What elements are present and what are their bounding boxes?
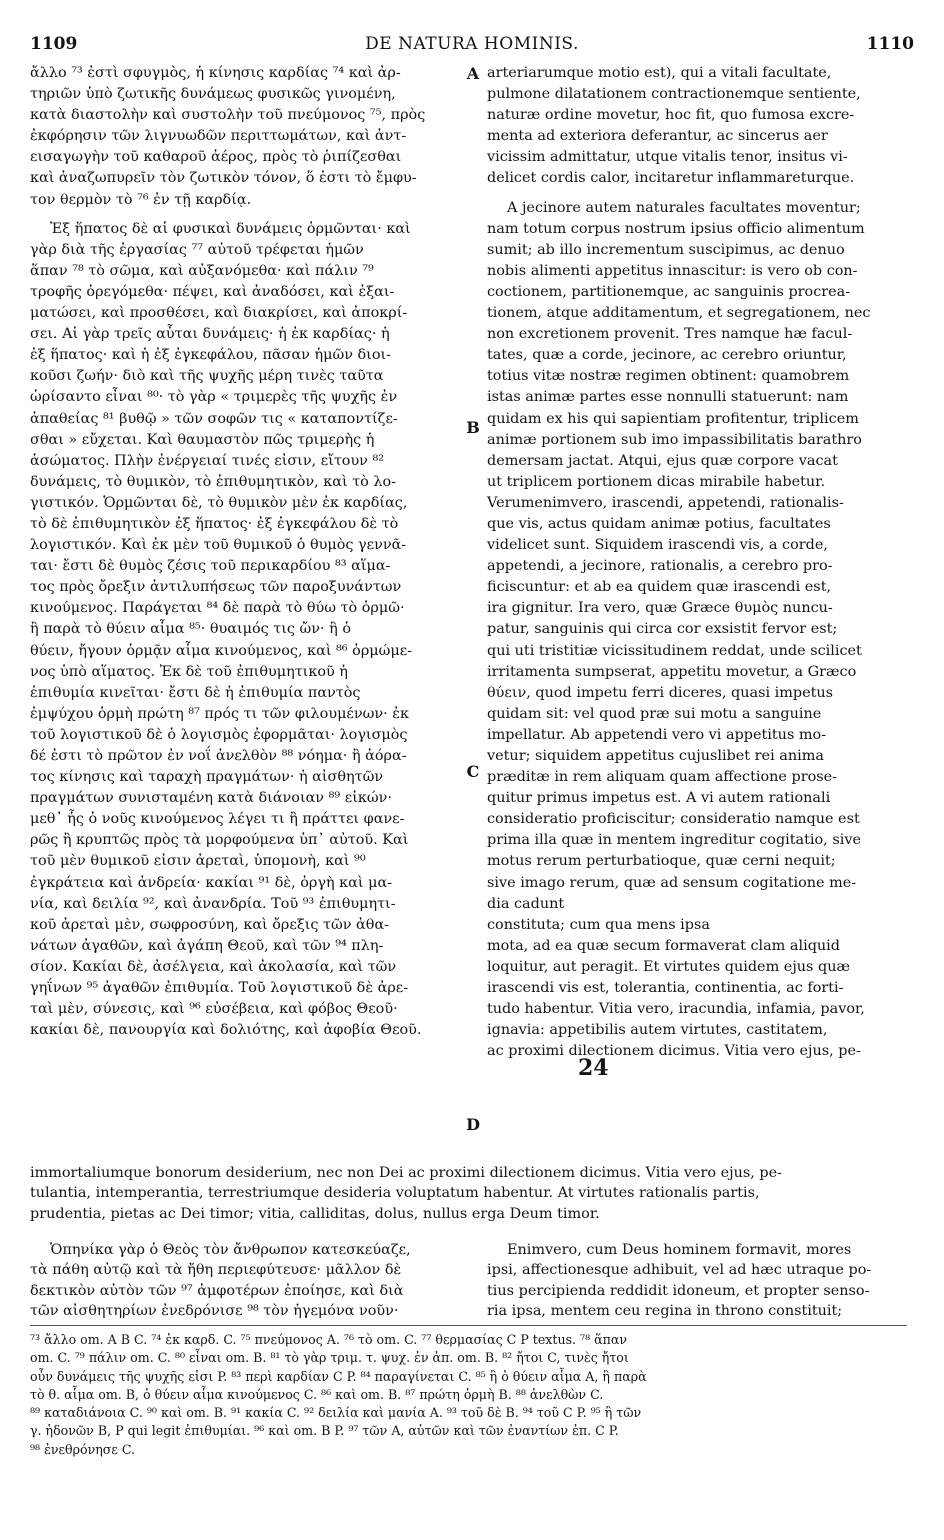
section-marker-d: D (466, 1115, 480, 1134)
latin-bottom-text: Enimvero, cum Deus hominem formavit, mores ipsi, affectionesque adhibuit, vel ad hæc utraque po- tius percipienda reddidit idoneum, et propter senso- ria ipsa, mentem ceu regina in throno constituit; (487, 1242, 872, 1320)
running-header (30, 34, 914, 56)
greek-bottom-paragraph (30, 1240, 460, 1322)
full-width-line: tulantia, intemperantia, terrestriumque desideria voluptatum habentur. At virtutes rationalis partis, (30, 1185, 760, 1202)
greek-paragraph-1: ἄλλο ⁷³ ἐστὶ σφυγμὸς, ἡ κίνησις καρδίας ⁷⁴ καὶ ἀρ- τηριῶν ὑπὸ ζωτικῆς δυνάμεως φυσικῶς γινομένη, κατὰ διαστολὴν καὶ συστολὴν τοῦ πνεύμονος ⁷⁵, πρὸς ἐκφόρησιν τῶν λιγνυωδῶν περιττωμάτων, καὶ ἀντ- εισαγωγὴν τοῦ καθαροῦ ἀέρος, πρὸς τὸ ῥιπίζεσθαι καὶ ἀναζωπυρεῖν τὸν ζωτικὸν τόνον, ὅ ἐστι τὸ ἔμφυ- τον θερμὸν τὸ ⁷⁶ ἐν τῇ καρδίᾳ. (30, 65, 426, 208)
footnote-rule (30, 1325, 907, 1326)
footnotes-text: ⁷³ ἄλλο om. A B C. ⁷⁴ ἐκ καρδ. C. ⁷⁵ πνεύμονος A. ⁷⁶ τὸ om. C. ⁷⁷ θερμασίας C P textus. ⁷⁸ ἅπαν om. C. ⁷⁹ πάλιν om. C. ⁸⁰ εἶναι om. B. ⁸¹ τὸ γὰρ τριμ. τ. ψυχ. ἐν ἀπ. om. B. ⁸² ἤτοι C, τινὲς ἤτοι οὖν δυνάμεις τῆς ψυχῆς εἰσι P. ⁸³ περὶ καρδίαν C P. ⁸⁴ παραγίνεται C. ⁸⁵ ἢ ὁ θύειν αἷμα A, ἢ παρὰ τὸ θ. αἷμα om. B, ὁ θύειν αἷμα κινούμενος C. ⁸⁶ καὶ om. B. ⁸⁷ πρώτη ὁρμὴ B. ⁸⁸ ἀνελθὼν C. ⁸⁹ καταδιάνοια C. ⁹⁰ καὶ om. B. ⁹¹ κακία C. ⁹² δειλία καὶ μανία A. ⁹³ τοῦ δὲ B. ⁹⁴ τοῦ C P. ⁹⁵ ἢ τῶν γ. ἡδονῶν B, P qui legit ἐπιθυμίαι. ⁹⁶ καὶ om. B P. ⁹⁷ τῶν A, αὐτῶν καὶ τῶν ἐναντίων ἐπ. C P. ⁹⁸ ἐνεθρόνησε C. (30, 1332, 647, 1457)
full-width-line: immortaliumque bonorum desiderium, nec non Dei ac proximi dilectionem dicimus. Vitia vero ejus, pe- (30, 1165, 782, 1181)
page-number-left: 1109 (30, 34, 78, 54)
greek-paragraph-2: Ἐξ ἥπατος δὲ αἱ φυσικαὶ δυνάμεις ὁρμῶνται· καὶ γὰρ διὰ τῆς ἐργασίας ⁷⁷ αὐτοῦ τρέφεται ἡμῶν ἅπαν ⁷⁸ τὸ σῶμα, καὶ αὐξανόμεθα· καὶ πάλιν ⁷⁹ τροφῆς ὀρεγόμεθα· πέψει, καὶ ἀναδόσει, καὶ ἐξαι- ματώσει, καὶ προσθέσει, καὶ διακρίσει, καὶ ἀποκρί- σει. Αἱ γὰρ τρεῖς αὗται δυνάμεις· ἡ ἐκ καρδίας· ἡ ἐξ ἥπατος· καὶ ἡ ἐξ ἐγκεφάλου, πᾶσαν ἡμῶν διοι- κοῦσι ζωήν· διὸ καὶ τῆς ψυχῆς μέρη τινὲς ταῦτα ὡρίσαντο εἶναι ⁸⁰· τὸ γὰρ « τριμερὲς τῆς ψυχῆς ἐν ἀπαθείας ⁸¹ βυθῷ » τῶν σοφῶν τις « καταποντίζε- σθαι » εὔχεται. Καὶ θαυμαστὸν πῶς τριμερὴς ἡ ἀσώματος. Πλὴν ἐνέργειαί τινές εἰσιν, εἴτουν ⁸² δυνάμεις, τὸ θυμικὸν, τὸ ἐπιθυμητικὸν, καὶ τὸ λο- γιστικόν. Ὁρμῶνται δὲ, τὸ θυμικὸν μὲν ἐκ καρδίας, τὸ δὲ ἐπιθυμητικὸν ἐξ ἥπατος· ἐξ ἐγκεφάλου δὲ τὸ λογιστικόν. Καὶ ἐκ μὲν τοῦ θυμικοῦ ὁ θυμὸς γεννᾶ- ται· ἔστι δὲ θυμὸς ζέσις τοῦ περικαρδίου ⁸³ αἵμα- τος πρὸς ὄρεξιν ἀντιλυπήσεως τῶν παροξυνάντων κινούμενος. Παράγεται ⁸⁴ δὲ παρὰ τὸ θύω τὸ ὁρμῶ· ἢ παρὰ τὸ θύειν αἷμα ⁸⁵· θυαιμός τις ὤν· ἢ ὁ θύειν, ἤγουν ὁρμᾷν αἷμα κινούμενος, καὶ ⁸⁶ ὁρμώμε- νος ὑπὸ αἵματος. Ἐκ δὲ τοῦ ἐπιθυμητικοῦ ἡ ἐπιθυμία κινεῖται· ἔστι δὲ ἡ ἐπιθυμία παντὸς ἐμψύχου ὁρμὴ πρώτη ⁸⁷ πρός τι τῶν φιλουμένων· ἐκ τοῦ λογιστικοῦ δὲ ὁ λογισμὸς ἐφορμᾶται· λογισμὸς δέ ἐστι τὸ πρῶτον ἐν νοΐ ἀνελθὸν ⁸⁸ νόημα· ἢ ἀόρα- τος κίνησις καὶ ταραχὴ πραγμάτων· ἡ αἰσθητῶν πραγμάτων συνισταμένη κατὰ διάνοιαν ⁸⁹ εἰκών· μεθ᾽ ἧς ὁ νοῦς κινούμενος λέγει τι ἢ πράττει φανε- ρῶς ἢ κρυπτῶς πρὸς τὰ μορφούμενα ὑπ᾽ αὐτοῦ. Καὶ τοῦ μὲν θυμικοῦ εἰσιν ἀρεταὶ, ὑπομονὴ, καὶ ⁹⁰ ἐγκράτεια καὶ ἀνδρεία· κακίαι ⁹¹ δὲ, ὀργὴ καὶ μα- νία, καὶ δειλία ⁹², καὶ ἀνανδρία. Τοῦ ⁹³ ἐπιθυμητι- κοῦ ἀρεταὶ μὲν, σωφροσύνη, καὶ ὄρεξις τῶν ἀθα- νάτων ἀγαθῶν, καὶ ἀγάπη Θεοῦ, καὶ τῶν ⁹⁴ πλη- σίον. Κακίαι δὲ, ἀσέλγεια, καὶ ἀκολασία, καὶ τῶν γηΐνων ⁹⁵ ἀγαθῶν ἐπιθυμία. Τοῦ λογιστικοῦ δὲ ἀρε- ταὶ μὲν, σύνεσις, καὶ ⁹⁶ εὐσέβεια, καὶ φόβος Θεοῦ· κακίαι δὲ, πανουργία καὶ δολιότης, καὶ ἀφοβία Θεοῦ. (30, 220, 422, 1039)
latin-paragraph-1: arteriarumque motio est), qui a vitali facultate, pulmone dilatationem contractionemque sentiente, naturæ ordine movetur, hoc fit, quo fumosa excre- menta ad exteriora deferantur, ac sincerus aer vicissim admittatur, utque vitalis tenor, insitus vi- delicet cordis calor, incitaretur inflammareturque. (487, 65, 861, 187)
section-marker-c: C (466, 762, 480, 781)
greek-bottom-text: Ὁπηνίκα γὰρ ὁ Θεὸς τὸν ἄνθρωπον κατεσκεύαζε, τὰ πάθη αὐτῷ καὶ τὰ ἤθη περιεφύτευσε· μᾶλλον δὲ δεκτικὸν αὐτὸν τῶν ⁹⁷ ἀμφοτέρων ἐποίησε, καὶ διὰ τῶν αἰσθητηρίων ἐνεδρόνισε ⁹⁸ τὸν ἡγεμόνα νοῦν· (30, 1242, 411, 1320)
section-marker-a: A (466, 64, 480, 83)
page-signature: 24 (578, 1055, 609, 1081)
latin-paragraph-2-tail: constituta; cum qua mens ipsa mota, ad ea quæ secum formaverat clam aliquid loquitur, aut peragit. Et virtutes quidem ejus quæ irascendi vis est, tolerantia, continentia, ac forti- tudo habentur. Vitia vero, iracundia, infamia, pavor, ignavia: appetibilis autem virtutes, castitatem, ac proximi dilectionem dicimus. Vitia vero ejus, pe- (487, 916, 865, 1060)
full-width-line: prudentia, pietas ac Dei timor; vitia, calliditas, dolus, nullus erga Deum timor. (30, 1205, 600, 1222)
latin-column (487, 63, 907, 1062)
footnotes (30, 1331, 907, 1459)
latin-bottom-paragraph (487, 1240, 907, 1322)
page-number-right: 1110 (866, 34, 914, 54)
full-width-latin (30, 1163, 907, 1224)
running-title: DE NATURA HOMINIS. (365, 34, 579, 54)
latin-paragraph-2: A jecinore autem naturales facultates moventur; nam totum corpus nostrum ipsius officio alimentum sumit; ab illo incrementum suscipimus, ac denuo nobis alimenti appetitus innascitur: is vero ob con- coctionem, partitionemque, ac sanguinis procrea- tionem, atque additamentum, et segregationem, nec non excretionem provenit. Tres namque hæ facul- tates, quæ a corde, jecinore, ac cerebro oriuntur, totius vitæ nostræ regimen obtinent: quamobrem istas animæ partes esse nonnulli statuerunt: nam quidam ex his qui sapientiam profitentur, triplicem animæ portionem sub imo impassibilitatis barathro demersam jactat. Atqui, ejus quæ corpore vacat ut triplicem portionem dicas mirabile habetur. Verumenimvero, irascendi, appetendi, rationalis- que vis, actus quidam animæ potius, facultates videlicet sunt. Siquidem irascendi vis, a corde, appetendi, a jecinore, rationalis, a cerebro pro- ficiscuntur: et ab ea quidem quæ irascendi est, ira gignitur. Ira vero, quæ Græce θυμὸς nuncu- patur, sanguinis qui circa cor exsistit fervor est; qui uti tristitiæ vicissitudinem reddat, unde scilicet irritamenta sumpserat, appetitu movetur, a Græco θύειν, quod impetu ferri diceres, quasi impetus quidam sit: vel quod præ sui motu a sanguine impellatur. Ab appetendi vero vi appetitus mo- vetur; siquidem appetitus cujuslibet rei anima præditæ in rem aliquam quam affectione prose- quitur primus impetus est. A vi autem rationali consideratio proficiscitur; consideratio namque est prima illa quæ in mentem ingreditur cogitatio, sive motus rerum perturbatioque, quæ cerni nequit; sive imago rerum, quæ ad sensum cogitatione me- dia cadunt (487, 199, 871, 912)
section-marker-b: B (466, 418, 480, 437)
greek-column (30, 63, 460, 1041)
